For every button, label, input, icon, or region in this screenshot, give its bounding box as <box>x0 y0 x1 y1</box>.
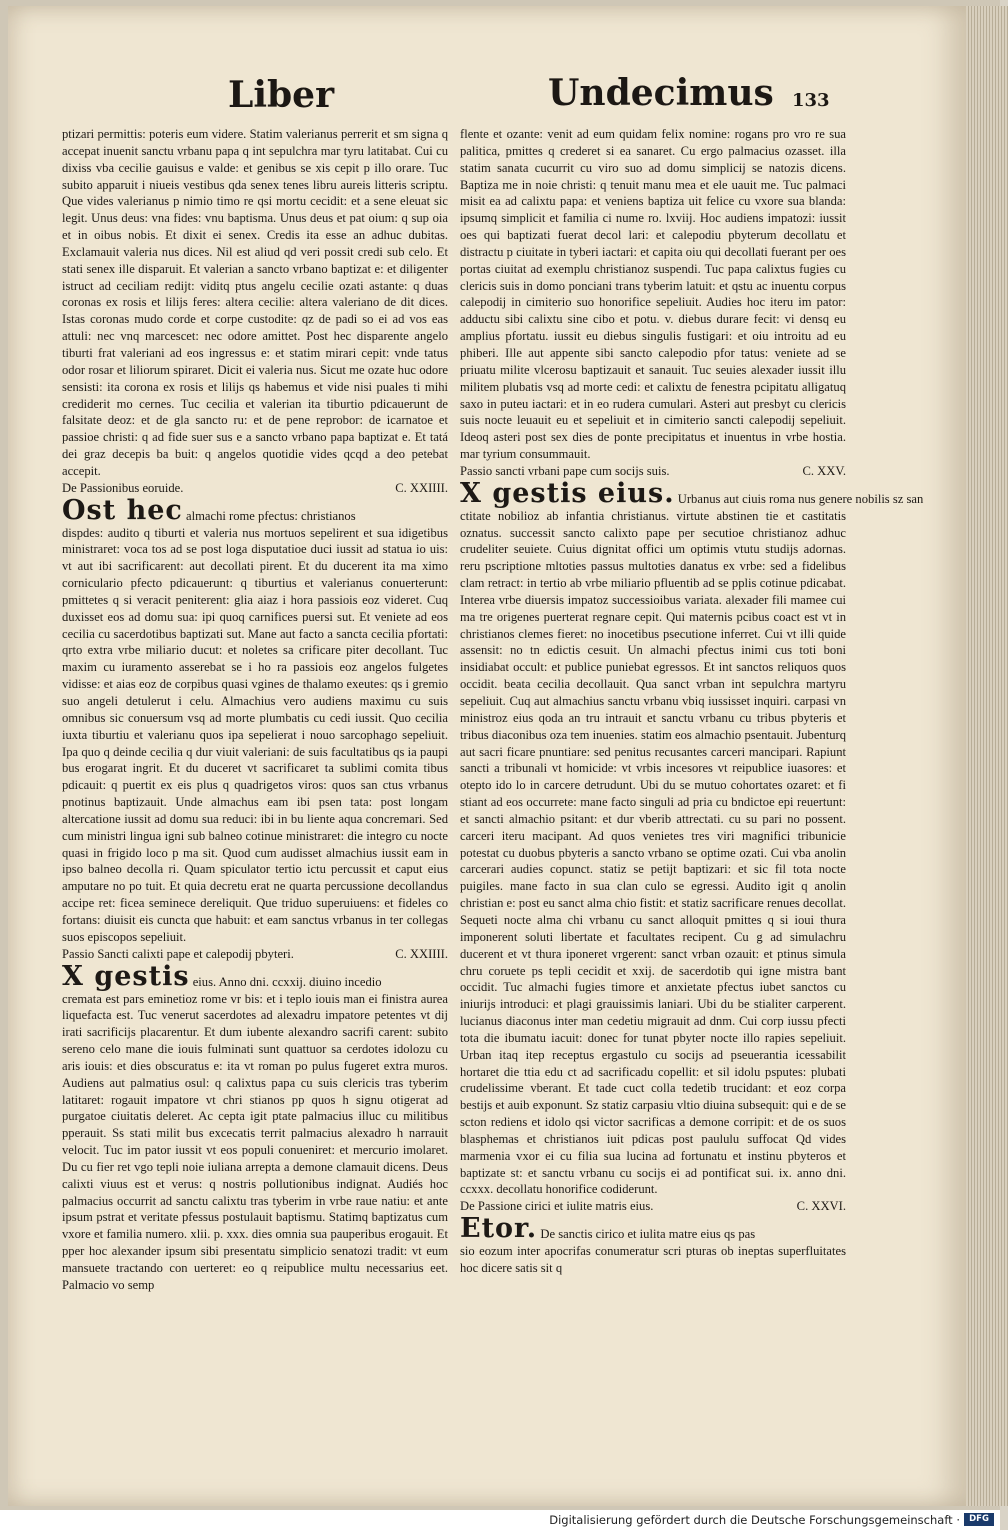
initial-line <box>460 477 924 509</box>
footer-bar <box>0 1510 1000 1530</box>
chapter-number: C. XXIIII. <box>395 480 448 495</box>
left-column <box>62 126 448 1296</box>
initial-line-text: almachi rome pfectus: christianos <box>186 508 356 523</box>
book-page <box>8 6 966 1506</box>
rubric-text: Passio Sancti calixti pape et calepodij pbyteri. <box>62 946 294 961</box>
initial-line <box>460 1215 846 1243</box>
dfg-logo: DFG <box>964 1513 994 1526</box>
chapter-number: C. XXVI. <box>796 1199 846 1214</box>
chapter-rubric <box>62 946 448 963</box>
initial-words: Etor. <box>460 1213 538 1245</box>
initial-line-text: eius. Anno dni. ccxxij. diuino incedio <box>192 974 382 989</box>
paragraph: ptizari permittis: poteris eum videre. Statim valerianus perrerit et sm signa q accepat inuenit sanctu vrbanu papa q int sepulchra mar tyru latitabat. Cui cu dixiss vba cecilie gauisus e valde: et genibus se xis cepit p illo orare. Tuc subito apparuit i niueis vestibus qda senex tenes libru aureis litteris scriptu. Que vides valerianus p nimio timo re qsi mortu cecidit: et a sene eleuat sic legit. Unus deus: vna fides: vnu baptisma. Unus deus et pat oium: q sup oia et in oibus nobis. Et dixit ei senex. Credis ita esse an adhuc dubitas. Exclamauit valeria nus dices. Nil est aliud qd veri possit credi sub celo. Et stati senex ille disparuit. Et valerian a sancto vrbano baptizat e: et diligenter istruct ad ceciliam redijt: viditq ptus angelu cecilie ozati astante: q duas coronas ex rosis et lilijs feres: altera cecilie: altera valeriano de dit dices. Istas coronas mudo corde et corpe custodite: qz de padi so ei ad vos eas attuli: nec vnq marcescet: nec odore amittet. Post hec disparente angelo tiburti frat valeriani ad eos ingressus e: et statim mirari cepit: vnde tatus odor rosar et liliorum spiraret. Dicit ei valeria nus. Sicut me ozate huc odore sensisti: ita corona ex rosis et lilijs qs habemus et vide nisi puales ti mihi crediderit mo cernes. Tuc cecilia et valerian ita tiburtio pdicauerunt de falsitate deoz: et de gla sancto ru: et de pene reprobor: de icarnatoe et passioe christi: q ad fide suer sus e a sancto vrbano papa baptizat e. Et tatá dei graz decepis ba buit: q angelos quotidie vides qcqd a deo petebat accepit. <box>62 127 448 478</box>
rubric-text: De Passionibus eoruide. <box>62 480 184 495</box>
paragraph: dispdes: audito q tiburti et valeria nus mortuos sepelirent et sua idigetibus ministraret: voca tos ad se post loga disputatioe duci iussit ad statua io uis: vt aut ibi sacrificarent: aut decollati pirent. Et du ducerent ita ma ximo corniculario pfecto pdicauerunt: q tiburtius et valerianus conuerterunt: pmittetes q si veracit peniterent: glia aiaz i hora passiois eoz videret. Cuq duxisset eos ad domu sua: ipi quoq carnifices puersi sut. Et veniete ad eos cecilia cu sacerdotibus baptizati sut. Mane aut facto a sancta cecilia pfortati: qrto extra vrbe miliario ducut: et noletes sa crificare piter decollant. Tuc maxim cu iuramento asserebat se i ho ra passiois eoz angelos fulgetes vidisse: et aias eoz de corpibus quasi vgines de thalamo exeutes: qs i gremio suo angeli detulerut i celu. Almachius vero audiens maximu cu suis omnibus sic conuersum vsq ad morte plumbatis cu cedi iussit. Quo cecilia iuxta tiburtiu et valerianu quos ipa sepelierat i nouo sarcophago sepeliuit. Ipa quo q deinde cecilia q dur viuit valeriani: de suis facultatibus qs ia paupi bus erogarat ingrit. Et du duceret vt sacrificaret ta sublimi comita tibus pdicauit: q puertit ex eis plus q quadrigetos viros: quos san ctus vrbanus pnotinus baptizauit. Unde almachus eam ibi psen tata: post longam altercatione iussit ad domu sua reduci: ibi in bu liente aqua concremari. Sed cum ministri lingua igni sub balneo cotinue ministraret: die integro cu nocte quasi in frigido loco p ma sit. Quod cum audisset almachius iussit eam in ipso balneo decolla ri. Quam spiculator tertio ictu percussit et caput eius amputare no po tuit. Et quia decretu erat ne quarta percussione decollandus accipe ret: ficea seminece dereliquit. Que triduo superuiuens: et fideles co fortans: diuisit eis cuncta que habuit: et eam sanctus vrbanus in ter collegas suos episcopos sepeliuit. <box>62 525 448 944</box>
page-edge <box>966 6 1008 1506</box>
header-right: Undecimus <box>548 72 774 114</box>
rubric-text: De Passione cirici et iulite matris eius. <box>460 1199 654 1214</box>
initial-line <box>62 494 448 526</box>
paragraph: sio eozum inter apocrifas conumeratur scri pturas ob ineptas superfluitates hoc dicere satis sit q <box>460 1244 846 1275</box>
paragraph: flente et ozante: venit ad eum quidam felix nomine: rogans pro vro re sua palitica, pmittes q crederet si ea sanaret. Cu ergo palmacius ozasset. illa statim sanata cucurrit cu viro suo ad domu simplicij se natozis dicens. Baptiza me in noie christi: q tenuit manu mea et ele uauit me. Tuc palmaci misit ea ad calixtu papa: et veniens baptiza uit felice cu vxore sua blanda: ipsumq simplicit et familia ci nume ro. lxviij. Hoc audiens impatozi: iussit oes qui baptizati fuerat decol lari: et calepodiu pbyterum decollatu et distractu p ciuitate in tyberi iactari: et capita oiu qui decollati fuerant per oes portas ciuitat ad exemplu christianoz suspendi. Tuc papa calixtus fugies cu clericis suis in domo ponciani trans tyberim latuit: et qstu ac inuentu corpus calepodij in cimiterio suo honorifice sepeliuit. Audies hoc iteru im pator: adductu sibi calixtu sine cibo et potu. v. diebus durare fecit: vi densq eu amplius pfortatu. iussit eu diebus singulis fustigari: et oiu introitu ad eu phiberi. Ille aut appente sibi sancto calepodio pfor tatus: veniete ad se priuatu milite vlcerosu baptizauit et sanauit. Tuc seuies alexader iussit illu militem plubatis vsq ad morte cedi: et calixtu de fenestra pcipitatu alligatuq saxo in puteu iactari: et in eo rudera cumulari. Asteri aut presbyt cu clericis suis nocte leuauit eu et sepeliuit et in cimiterio sancti calepodij sepeliuit. Ideoq asteri post sex dies de ponte precipitatus et inuentus in vrbe hostia. mar tyrium consummauit. <box>460 127 846 462</box>
chapter-number: C. XXV. <box>802 463 846 478</box>
running-header <box>8 72 966 122</box>
initial-words: X gestis <box>62 960 190 992</box>
initial-line-text: De sanctis cirico et iulita matre eius qs pas <box>540 1227 756 1242</box>
initial-line <box>62 960 448 992</box>
initial-words: Ost hec <box>62 494 183 526</box>
chapter-number: C. XXIIII. <box>395 946 448 961</box>
paragraph: cremata est pars eminetioz rome vr bis: et i teplo iouis man ei finistra aurea liquefacta est. Tuc venerut sacerdotes ad alexadru impatore petentes vt dij irati sacrificijs placarentur. Et dum iubente alexandro sacrifi carent: subito sereno celo mane die iouis fulminati sunt quattuor sa cerdotes idolozu cu aris iouis: et dies obscuratus e: ita vt roman po pulus fugeret extra muros. Audiens aut palmatius osul: q calixtus papa cu suis clericis tras tyberim latitaret: rogauit impatore vt chri stianos pp quos h signu otigerat ad purgatoe ciuitatis deleret. Ac cepta igit ptate palmacius illuc cu militibus pperauit. Ss stati milit bus excecatis territ palmacius alexadro h narrauit velocit. Tuc im pator iussit vt eos populi conueniret: et mercurio imolaret. Du cu fier ret vgo tepli noie iuliana arrepta a demone clamauit dicens. Deus calixti viuus est et verus: q nostris pollutionibus indignat. Audiés hoc palmacius occurrit ad sanctu calixtu tras tyberim in vrbe raue natiu: et ante ipsum pstrat et veritate pfessus postulauit baptismu. Statimq baptizatus cum vxore et familia numero. xlii. p. xxx. dies omnia sua pauperibus erogauit. Et pper hoc alexander ipsum sibi presentatu simplicio senatozi tradit: vt eum mansuete tractando con uerteret: eo q reipublice multu necessarius eet. Palmacio vo semp <box>62 991 448 1292</box>
rubric-text: Passio sancti vrbani pape cum socijs suis. <box>460 463 670 478</box>
paragraph: ctitate nobilioz ab infantia christianus. virtute abstinen tie et castitatis oznatus. successit sancto calixto pape per secutioe christianoz adhuc crudeliter seuiete. Cuius dignitat offici um optimis vtutu studijs adornas. reru pscriptione mltoties passus multoties danatus ex vrbe: sed a fidelibus clam retract: in tertio ab vrbe miliario pfluentib ad se pplis cotinue pdicabat. Interea vrbe diuersis impatoz successioibus variata. alexader fili mamee cui ma tre origenes puerterat regnare cepit. Qui maternis pcibus coact est vt in christianos clemes fieret: no inocetibus psecutione inferret. Cui vt illi quide assensit: no tn edictis cesuit. Un almachi pfectus inimi cus toti boni insidiabat occult: et publice puniebat egressos. Et int sanctos reliquos quos occidit. beata cecilia decollauit. Qua sanct vrban int sepulchra martyru sepeliuit. Cuq aut almachius sanctu vrbanu vbiq iussisset inquiri. carpasi vn ministroz eius qoda an tru intrauit et sanctu vrbanu cu tribus pbyteris et tribus diaconibus oza tem inuenies. statim eos almachio psentauit. Jubenturq aut sacri ficare pnuntiare: sed penitus recusantes carceri mancipari. Rapiunt sancti a tribunali vt homicide: vt vrbis incesores vt reipublice iuasores: et otepto ido lo in carcere detrudunt. Ubi du se mutuo cohortates ozaret: et fi stiant ad eos occurrete: mane facto singuli ad pria cu bndictoe epi reuertunt: et sancti almachio psitant: et dur vberib attrectati. cu su pari no possent. carceri iteru macipant. Ad quos venietes tres viri magnifici tribunicie potestat cu duobus pbyteris a sancto vrbano se optime ozati. Cui vba anolin carcerari audies copunct. statiz se petijt baptizari: et sic fil tota nocte puigiles. mane facto in sua clan culo se egressi. Audito igit q anolin christian e: post eu sanct alma chio fistit: et statiz sacrificare renues decollat. Sequeti nocte alma chi vrbanu cu sanct alloquit pmittes q si ioui thura imponerent soluti libertate et facultates recipent. Cu g ad simulachru ducerent et vt thura iponeret vrgerent: sanct vrban ozauit: et ptinus simula chru coruete ps tepli cecidit et xxij. de sacerdotib qui igne mistra bant occidit. Tuc almachi fugies timore et anxietate pfectus iubet sanctos cu iniurijs introduci: et plagi grauissimis laniari. Ubi du be stialiter carperent. lucianus diaconus inter man cedetiu migrauit ad dnm. Cui corp iussu pfecti tota die ibumatu iacuit: donec for tunat pbyter nocte illo rapies sepeliuit. Urban itaq itep receptus ergastulo cu socijs ad pseuerantia icessabilit hortaret die ttia edu ct ad sacrificadu copellit: et sil idolu psputes: plubati crudelissime vberant. Et tade cuct colla tedetib trucidant: et eoz corpa bestijs et auib exponunt. Sz statiz carpasiu vltio diuina subsequit: qui e de se scton rediens et idolo qsi victor sacrificas a demone corripit: et de os suos blasphemas et christianos iuit pdicas post paululu suffocat Qd vides marmenia vxor ei cu filia sua lucina ad fortunatu et instinu pbyteros et baptizate st: et sanctu vrbanu cu socijs ei ad pontificat sui. ix. anno dni. ccxxx. decollatu honorifice codiderunt. <box>460 508 846 1197</box>
folio-number: 133 <box>792 90 830 111</box>
header-left: Liber <box>228 74 335 116</box>
right-column <box>460 126 924 1296</box>
initial-words: X gestis eius. <box>460 477 675 509</box>
initial-line-text: Urbanus aut ciuis roma nus genere nobilis sz san <box>677 491 924 506</box>
footer-credit: Digitalisierung gefördert durch die Deutsche Forschungsgemeinschaft · <box>549 1513 960 1527</box>
